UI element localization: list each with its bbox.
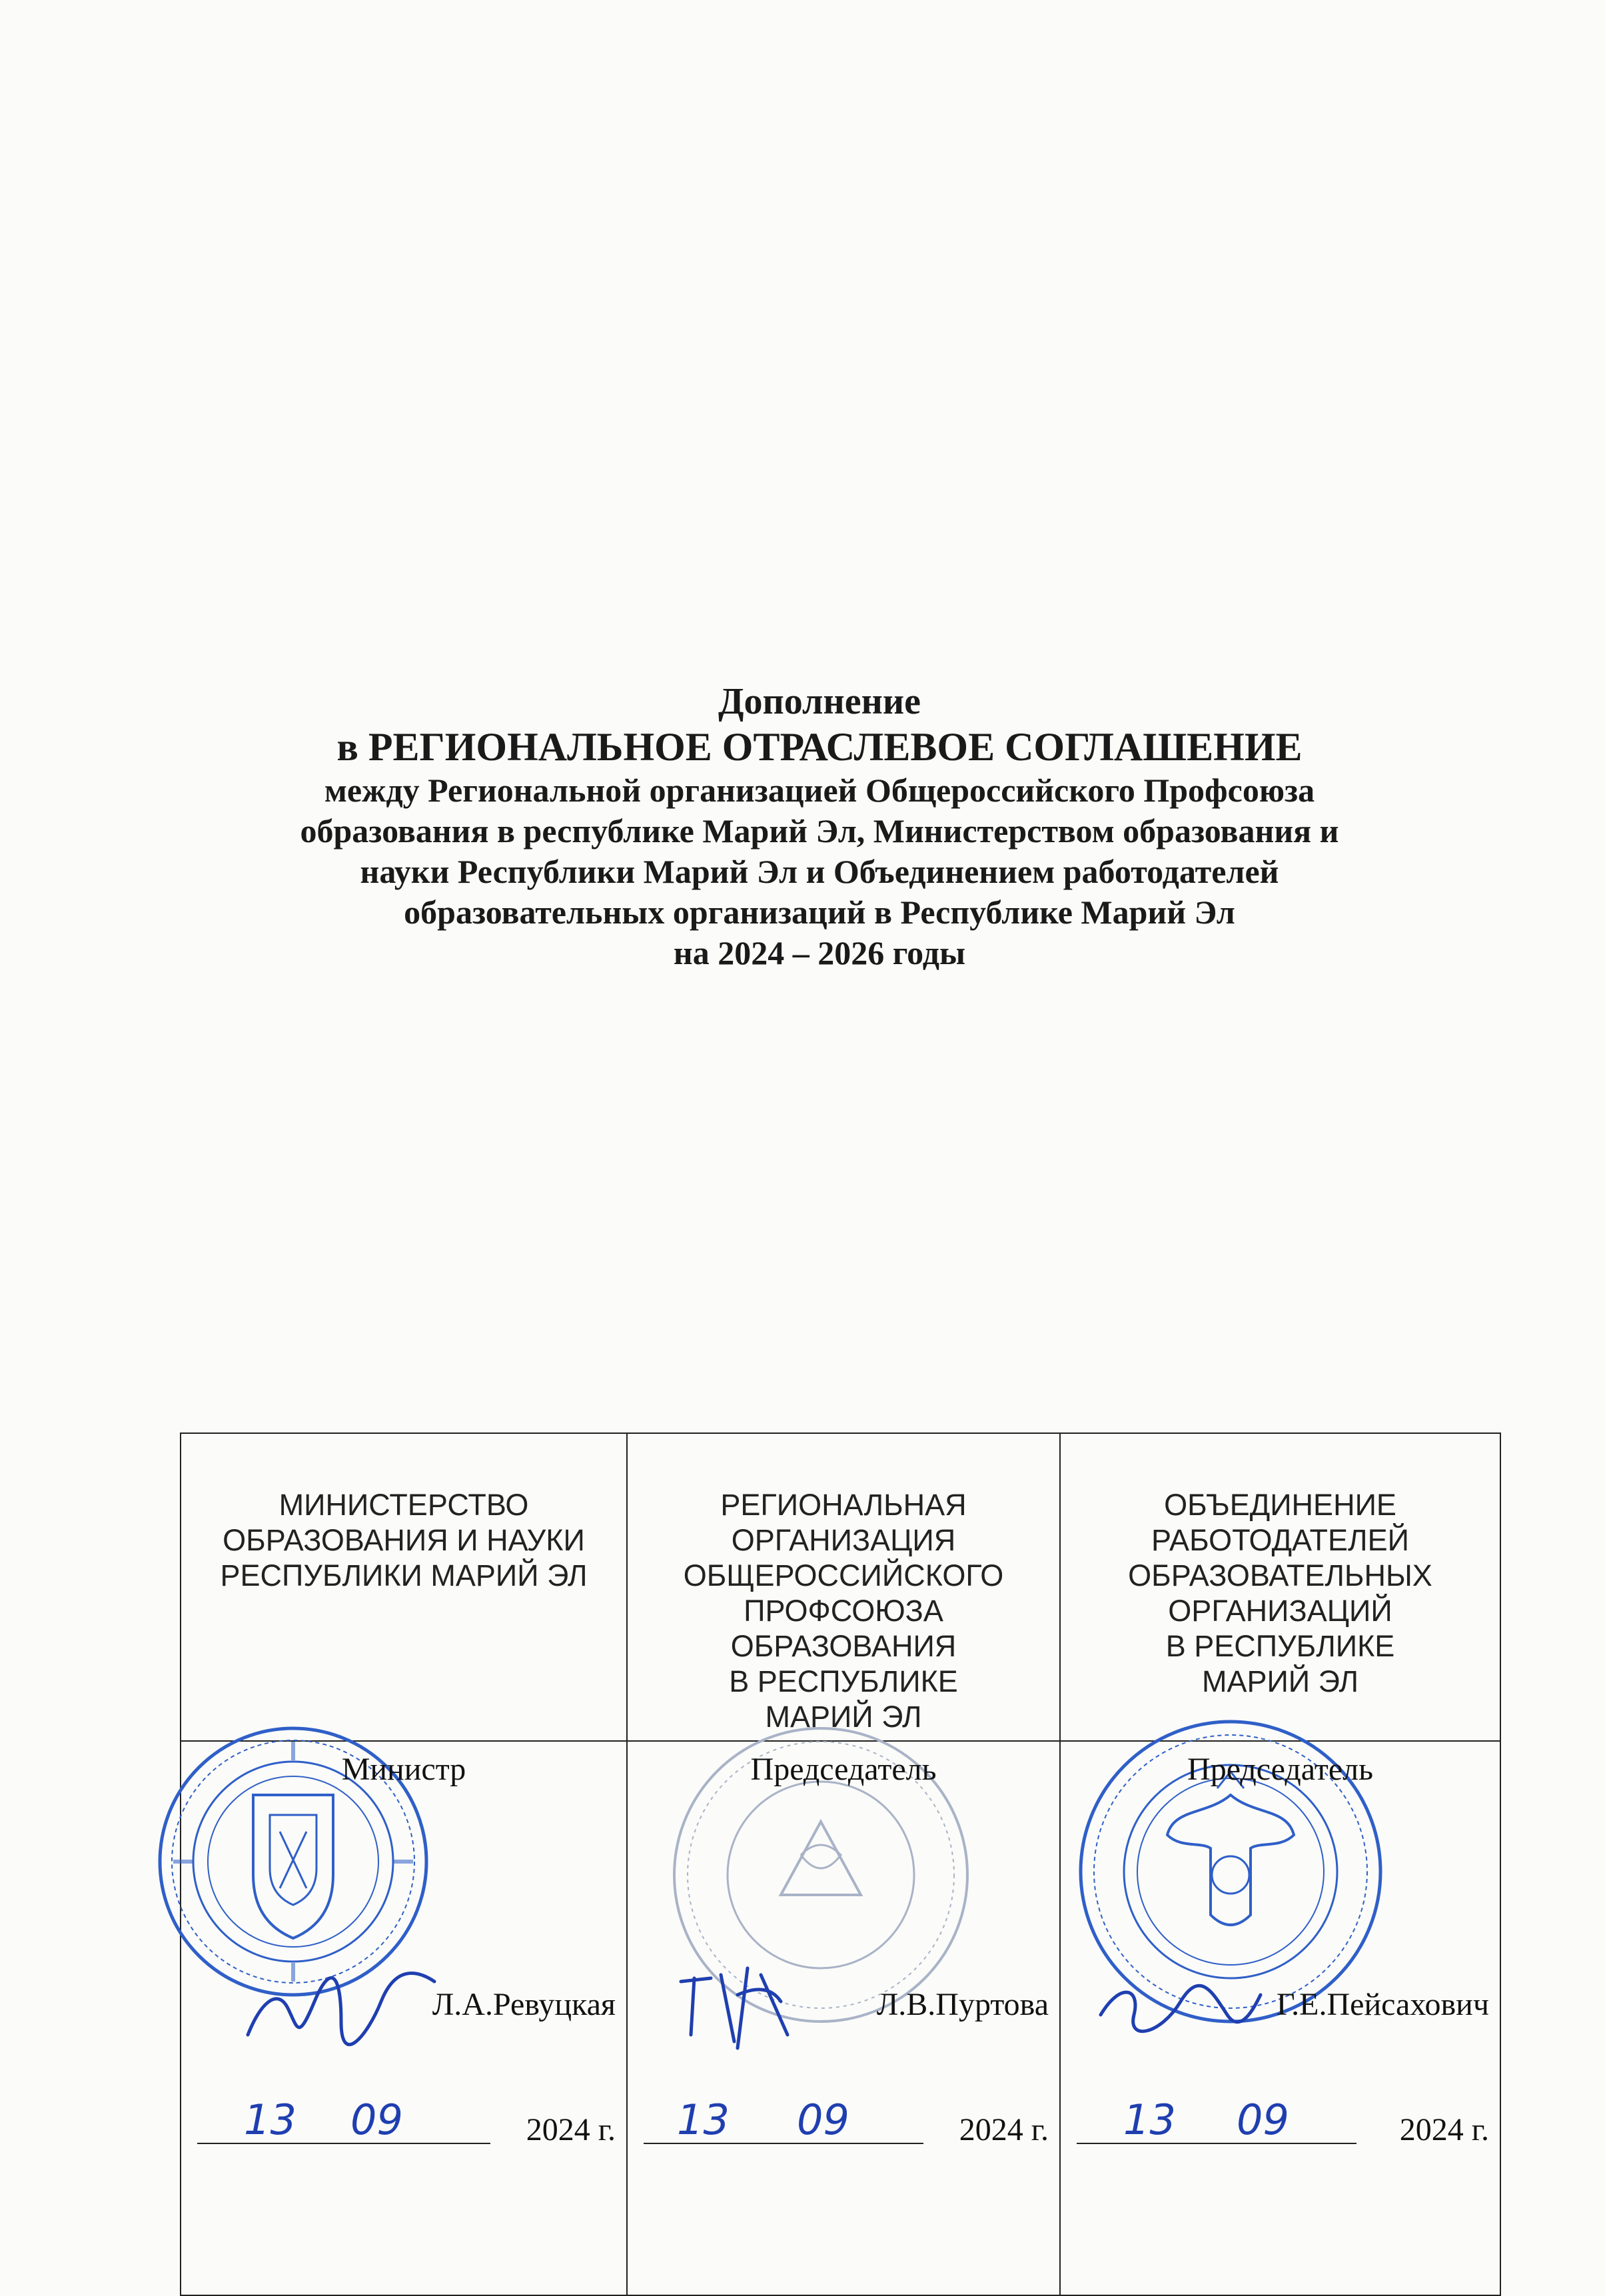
signatory-role: Председатель <box>1187 1752 1373 1787</box>
party-header-employers <box>1060 1433 1500 1741</box>
org-line: ОБРАЗОВАНИЯ <box>730 1629 957 1663</box>
org-line: РЕГИОНАЛЬНАЯ <box>720 1488 967 1522</box>
title-line: науки Республики Марий Эл и Объединением работодателей <box>360 853 1279 890</box>
org-line: В РЕСПУБЛИКЕ <box>729 1664 958 1698</box>
signature-cell-ministry <box>181 1741 627 2295</box>
handwritten-signature <box>1094 1968 1267 2048</box>
title-line: образовательных организаций в Республике Марий Эл <box>404 893 1235 931</box>
date-day: 13 <box>244 2095 296 2144</box>
title-line: между Региональной организацией Общероссийского Профсоюза <box>324 772 1315 809</box>
org-line: МИНИСТЕРСТВО <box>278 1488 529 1522</box>
signatory-name: Г.Е.Пейсахович <box>1276 1987 1489 2022</box>
org-line: ПРОФСОЮЗА <box>744 1594 943 1628</box>
date-day: 13 <box>1123 2095 1176 2144</box>
org-line: ОРГАНИЗАЦИЙ <box>1168 1594 1392 1628</box>
handwritten-signature <box>674 1955 807 2061</box>
date-month: 09 <box>350 2095 403 2144</box>
party-header-union <box>627 1433 1060 1741</box>
org-line: МАРИЙ ЭЛ <box>1201 1664 1359 1698</box>
date-year: 2024 г. <box>526 2112 616 2147</box>
handwritten-signature <box>241 1962 441 2055</box>
signature-date <box>197 2095 616 2148</box>
title-line: образования в республике Марий Эл, Министерством образования и <box>300 812 1339 850</box>
signature-table <box>180 1433 1501 2296</box>
signatory-name: Л.В.Пуртова <box>876 1987 1049 2022</box>
org-line: ОБРАЗОВАНИЯ И НАУКИ <box>223 1523 585 1557</box>
title-line: в РЕГИОНАЛЬНОЕ ОТРАСЛЕВОЕ СОГЛАШЕНИЕ <box>336 725 1303 769</box>
signature-date <box>1077 2095 1489 2148</box>
date-year: 2024 г. <box>1399 2112 1489 2147</box>
title-line: на 2024 – 2026 годы <box>673 934 966 971</box>
signature-date <box>644 2095 1049 2148</box>
title-line: Дополнение <box>718 681 921 722</box>
date-month: 09 <box>1237 2095 1289 2144</box>
signatory-role: Председатель <box>750 1752 937 1787</box>
org-line: ОРГАНИЗАЦИЯ <box>731 1523 956 1557</box>
org-line: РАБОТОДАТЕЛЕЙ <box>1151 1523 1409 1557</box>
party-header-ministry <box>181 1433 627 1741</box>
org-line: МАРИЙ ЭЛ <box>765 1700 922 1734</box>
signature-cell-union <box>627 1741 1060 2295</box>
date-month: 09 <box>797 2095 849 2144</box>
org-line: В РЕСПУБЛИКЕ <box>1165 1629 1395 1663</box>
org-line: ОБЩЕРОССИЙСКОГО <box>683 1558 1004 1592</box>
org-line: ОБРАЗОВАТЕЛЬНЫХ <box>1128 1558 1432 1592</box>
org-line: ОБЪЕДИНЕНИЕ <box>1164 1488 1396 1522</box>
signatory-role: Министр <box>341 1752 466 1787</box>
document-title <box>167 680 1472 973</box>
org-line: РЕСПУБЛИКИ МАРИЙ ЭЛ <box>220 1558 588 1592</box>
signatory-name: Л.А.Ревуцкая <box>432 1987 616 2022</box>
date-year: 2024 г. <box>959 2112 1049 2147</box>
signature-cell-employers <box>1060 1741 1500 2295</box>
date-day: 13 <box>677 2095 730 2144</box>
